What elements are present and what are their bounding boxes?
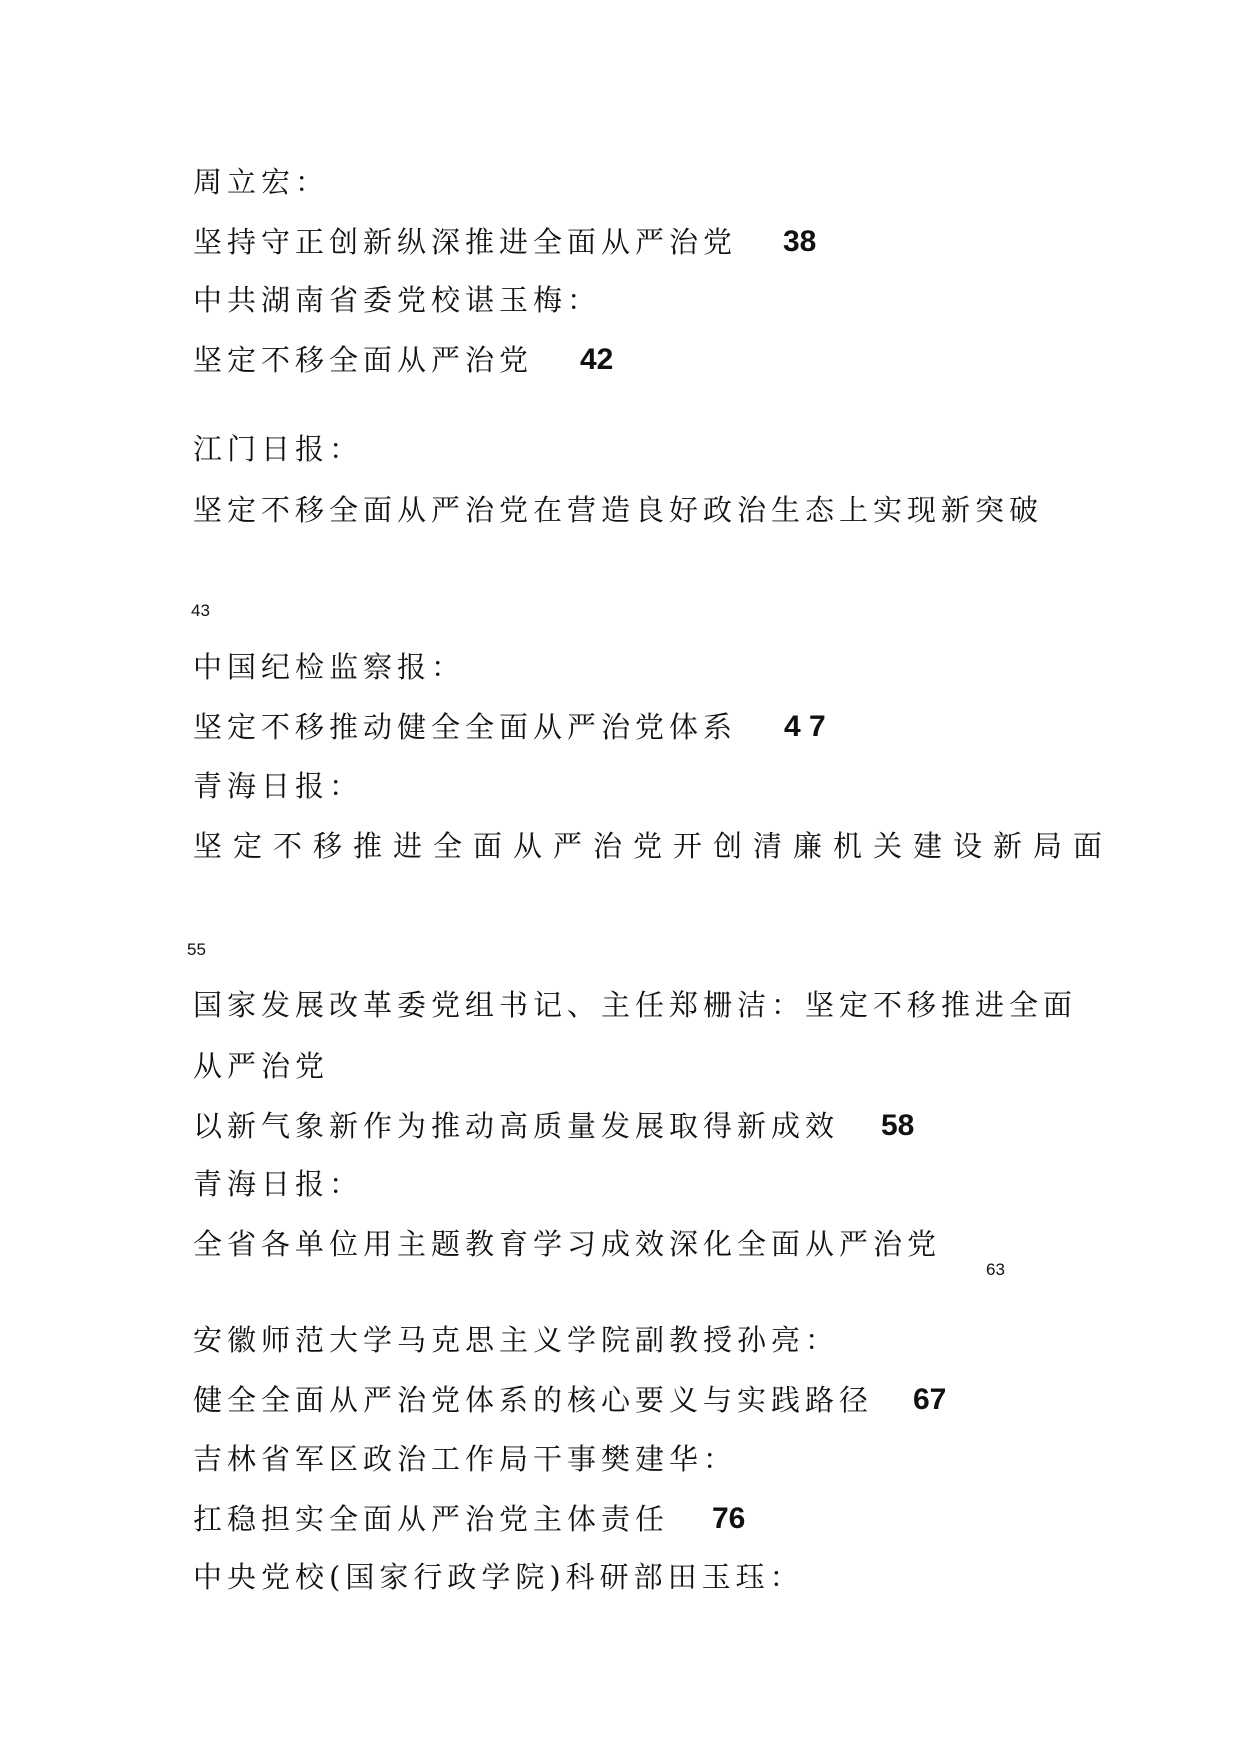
toc-author: 青海日报：	[193, 1167, 364, 1201]
toc-page-number: 55	[187, 940, 206, 959]
toc-title: 坚定不移全面从严治党在营造良好政治生态上实现新突破	[193, 493, 1044, 527]
toc-title: 健全全面从严治党体系的核心要义与实践路径	[193, 1383, 874, 1417]
toc-author: 国家发展改革委党组书记、主任郑栅洁：坚定不移推进全面	[193, 988, 1078, 1022]
toc-author: 吉林省军区政治工作局干事樊建华：	[193, 1442, 738, 1476]
toc-page-number: 38	[783, 225, 817, 258]
toc-title: 扛稳担实全面从严治党主体责任	[193, 1502, 670, 1536]
toc-author: 中共湖南省委党校谌玉梅：	[193, 283, 602, 317]
toc-author: 中国纪检监察报：	[193, 650, 466, 684]
toc-page-number: 63	[986, 1260, 1005, 1279]
toc-title: 全省各单位用主题教育学习成效深化全面从严治党	[193, 1227, 942, 1261]
toc-author: 周立宏：	[193, 165, 330, 199]
toc-author: 青海日报：	[193, 769, 364, 803]
toc-author: 从严治党	[193, 1049, 330, 1083]
toc-author: 江门日报：	[193, 432, 364, 466]
toc-title: 坚定不移推动健全全面从严治党体系	[193, 710, 738, 744]
toc-page-number: 58	[881, 1109, 915, 1142]
toc-title: 坚持守正创新纵深推进全面从严治党	[193, 225, 738, 259]
toc-page-number: 76	[712, 1502, 746, 1535]
toc-page-number: 42	[580, 343, 614, 376]
toc-title: 以新气象新作为推动高质量发展取得新成效	[193, 1109, 840, 1143]
toc-page-number: 67	[913, 1383, 947, 1416]
toc-page-number: 43	[191, 601, 210, 620]
toc-title: 坚定不移全面从严治党	[193, 343, 534, 377]
toc-title: 坚定不移推进全面从严治党开创清廉机关建设新局面	[193, 829, 1114, 863]
toc-author: 安徽师范大学马克思主义学院副教授孙亮：	[193, 1323, 840, 1357]
toc-author: 中央党校(国家行政学院)科研部田玉珏：	[193, 1560, 804, 1594]
toc-page-number: 4 7	[784, 710, 826, 743]
